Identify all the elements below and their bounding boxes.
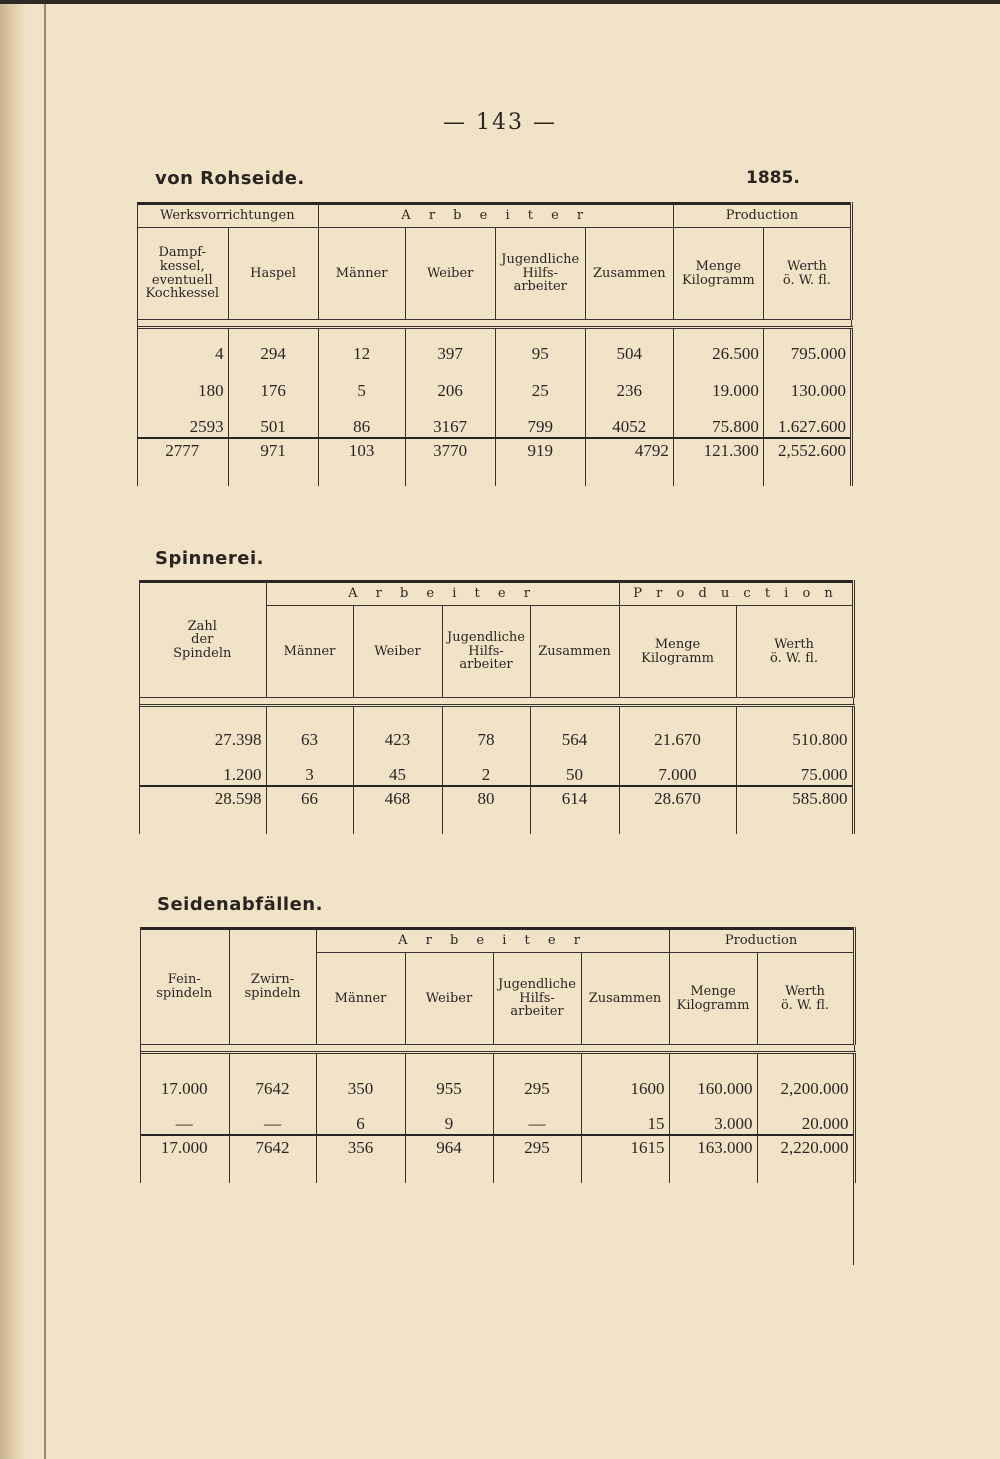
cell: 25 bbox=[495, 364, 585, 401]
page-number: — 143 — bbox=[443, 110, 557, 135]
table-left-rule bbox=[137, 202, 138, 486]
col-header: Zusammen bbox=[581, 953, 669, 1045]
cell: 9 bbox=[405, 1099, 493, 1135]
binding-line bbox=[44, 0, 46, 1459]
total-cell: 585.800 bbox=[736, 786, 853, 834]
cell: 2,200.000 bbox=[757, 1053, 854, 1099]
col-header: Weiber bbox=[353, 606, 442, 698]
col-header: Menge Kilogramm bbox=[619, 606, 736, 698]
cell: 20.000 bbox=[757, 1099, 854, 1135]
total-cell: 80 bbox=[442, 786, 530, 834]
cell: 6 bbox=[316, 1099, 405, 1135]
cell: 7.000 bbox=[619, 750, 736, 786]
cell: 1.200 bbox=[139, 750, 266, 786]
cell: 17.000 bbox=[140, 1053, 229, 1099]
section-title-rohseide: von Rohseide. bbox=[155, 168, 305, 189]
cell: 1.627.600 bbox=[763, 401, 851, 438]
cell: 2 bbox=[442, 750, 530, 786]
cell: 295 bbox=[493, 1053, 581, 1099]
cell: 795.000 bbox=[763, 328, 851, 364]
col-header: Jugendliche Hilfs- arbeiter bbox=[442, 606, 530, 698]
cell: 397 bbox=[405, 328, 495, 364]
cell: 86 bbox=[318, 401, 405, 438]
cell: 75.800 bbox=[673, 401, 763, 438]
total-row bbox=[139, 786, 853, 834]
top-border bbox=[0, 0, 1000, 4]
cell: 180 bbox=[137, 364, 228, 401]
cell: 294 bbox=[228, 328, 318, 364]
cell: 19.000 bbox=[673, 364, 763, 401]
col-header: Männer bbox=[316, 953, 405, 1045]
cell: 504 bbox=[585, 328, 673, 364]
total-cell: 7642 bbox=[229, 1135, 316, 1183]
cell: 45 bbox=[353, 750, 442, 786]
table-row bbox=[137, 401, 852, 438]
cell: 21.670 bbox=[619, 706, 736, 750]
total-cell: 971 bbox=[228, 438, 318, 486]
total-cell: 103 bbox=[318, 438, 405, 486]
total-cell: 121.300 bbox=[673, 438, 763, 486]
col-header: Weiber bbox=[405, 953, 493, 1045]
group-header-werksvorrichtungen: Werksvorrichtungen bbox=[137, 204, 318, 228]
cell: 95 bbox=[495, 328, 585, 364]
cell: 955 bbox=[405, 1053, 493, 1099]
total-row bbox=[137, 438, 852, 486]
table-rohseide bbox=[137, 202, 853, 486]
cell: 2593 bbox=[137, 401, 228, 438]
cell: 799 bbox=[495, 401, 585, 438]
total-cell: 3770 bbox=[405, 438, 495, 486]
page-gutter bbox=[0, 0, 26, 1459]
cell: 75.000 bbox=[736, 750, 853, 786]
cell: 501 bbox=[228, 401, 318, 438]
table-right-rule-extension bbox=[853, 1183, 854, 1265]
col-header: Männer bbox=[266, 606, 353, 698]
col-header: Weiber bbox=[405, 228, 495, 320]
cell: 7642 bbox=[229, 1053, 316, 1099]
cell: 63 bbox=[266, 706, 353, 750]
total-row bbox=[140, 1135, 854, 1183]
cell: — bbox=[229, 1099, 316, 1135]
col-header: Werth ö. W. fl. bbox=[736, 606, 853, 698]
col-header: Zusammen bbox=[585, 228, 673, 320]
table-left-rule bbox=[139, 580, 140, 834]
group-header-production: P r o d u c t i o n bbox=[619, 582, 853, 606]
total-cell: 2,220.000 bbox=[757, 1135, 854, 1183]
col-header: Jugendliche Hilfs- arbeiter bbox=[493, 953, 581, 1045]
table-row bbox=[140, 1053, 854, 1099]
cell: 15 bbox=[581, 1099, 669, 1135]
cell: 160.000 bbox=[669, 1053, 757, 1099]
cell: 130.000 bbox=[763, 364, 851, 401]
total-cell: 964 bbox=[405, 1135, 493, 1183]
table-row bbox=[139, 750, 853, 786]
table-row bbox=[140, 1099, 854, 1135]
cell: 27.398 bbox=[139, 706, 266, 750]
total-cell: 4792 bbox=[585, 438, 673, 486]
cell: 3167 bbox=[405, 401, 495, 438]
cell: 1600 bbox=[581, 1053, 669, 1099]
total-cell: 28.598 bbox=[139, 786, 266, 834]
group-header-production: Production bbox=[673, 204, 851, 228]
total-cell: 2,552.600 bbox=[763, 438, 851, 486]
col-header: Zahl der Spindeln bbox=[139, 582, 266, 698]
total-cell: 2777 bbox=[137, 438, 228, 486]
cell: 206 bbox=[405, 364, 495, 401]
group-header-arbeiter: A r b e i t e r bbox=[316, 929, 669, 953]
cell: 3 bbox=[266, 750, 353, 786]
section-title-seidenabfaellen: Seidenabfällen. bbox=[157, 894, 323, 915]
table-left-rule bbox=[140, 927, 141, 1183]
total-cell: 17.000 bbox=[140, 1135, 229, 1183]
total-cell: 356 bbox=[316, 1135, 405, 1183]
column-header-row bbox=[137, 228, 852, 320]
col-header: Jugendliche Hilfs- arbeiter bbox=[495, 228, 585, 320]
year-label: 1885. bbox=[746, 168, 800, 188]
table-row bbox=[139, 706, 853, 750]
col-header: Werth ö. W. fl. bbox=[763, 228, 851, 320]
group-header-arbeiter: A r b e i t e r bbox=[266, 582, 619, 606]
cell: 423 bbox=[353, 706, 442, 750]
col-header: Fein- spindeln bbox=[140, 929, 229, 1045]
total-cell: 468 bbox=[353, 786, 442, 834]
cell: — bbox=[493, 1099, 581, 1135]
col-header: Werth ö. W. fl. bbox=[757, 953, 854, 1045]
cell: 3.000 bbox=[669, 1099, 757, 1135]
col-header: Dampf- kessel, eventuell Kochkessel bbox=[137, 228, 228, 320]
col-header: Menge Kilogramm bbox=[673, 228, 763, 320]
cell: 4 bbox=[137, 328, 228, 364]
col-header: Haspel bbox=[228, 228, 318, 320]
cell: 12 bbox=[318, 328, 405, 364]
cell: 176 bbox=[228, 364, 318, 401]
total-cell: 614 bbox=[530, 786, 619, 834]
group-header-production: Production bbox=[669, 929, 854, 953]
cell: 350 bbox=[316, 1053, 405, 1099]
total-cell: 295 bbox=[493, 1135, 581, 1183]
table-spinnerei bbox=[139, 580, 855, 834]
col-header: Zwirn- spindeln bbox=[229, 929, 316, 1045]
col-header: Menge Kilogramm bbox=[669, 953, 757, 1045]
cell: 5 bbox=[318, 364, 405, 401]
col-header: Zusammen bbox=[530, 606, 619, 698]
total-cell: 28.670 bbox=[619, 786, 736, 834]
group-header-arbeiter: A r b e i t e r bbox=[318, 204, 673, 228]
table-seidenabfaellen bbox=[140, 927, 856, 1183]
section-title-spinnerei: Spinnerei. bbox=[155, 548, 264, 569]
cell: 4052 bbox=[585, 401, 673, 438]
cell: 564 bbox=[530, 706, 619, 750]
cell: 236 bbox=[585, 364, 673, 401]
total-cell: 66 bbox=[266, 786, 353, 834]
table-row bbox=[137, 364, 852, 401]
cell: 510.800 bbox=[736, 706, 853, 750]
cell: — bbox=[140, 1099, 229, 1135]
total-cell: 919 bbox=[495, 438, 585, 486]
total-cell: 1615 bbox=[581, 1135, 669, 1183]
cell: 50 bbox=[530, 750, 619, 786]
cell: 26.500 bbox=[673, 328, 763, 364]
total-cell: 163.000 bbox=[669, 1135, 757, 1183]
col-header: Männer bbox=[318, 228, 405, 320]
table-row bbox=[137, 328, 852, 364]
cell: 78 bbox=[442, 706, 530, 750]
